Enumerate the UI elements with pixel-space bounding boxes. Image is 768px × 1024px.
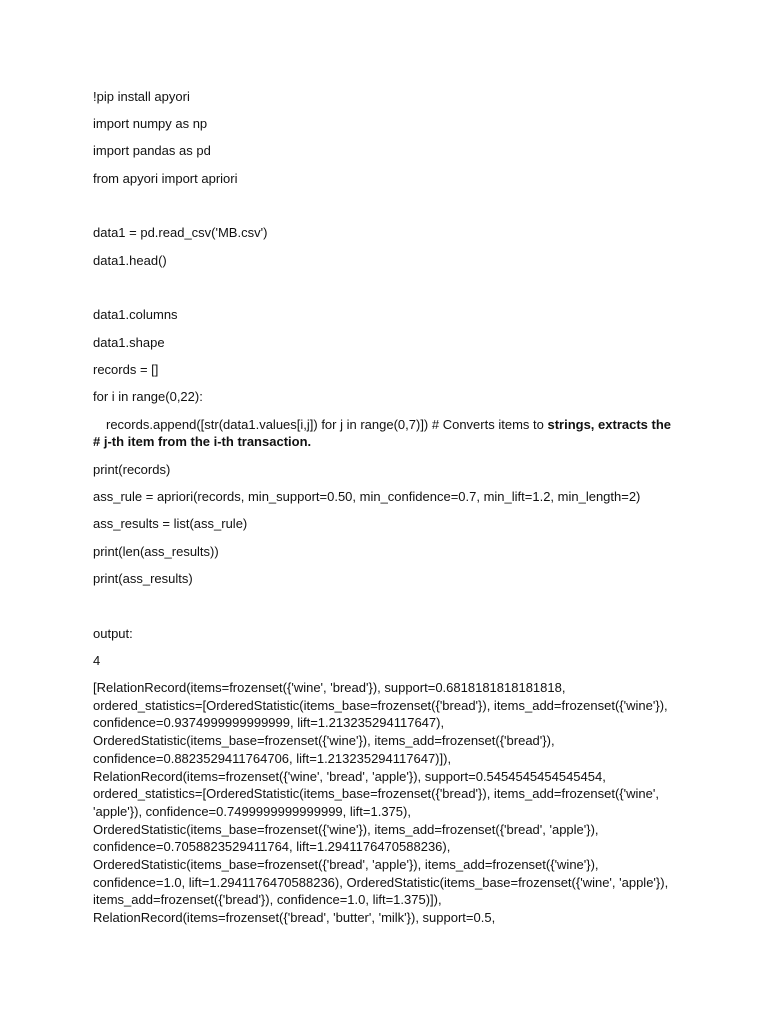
code-line-append xyxy=(106,416,671,433)
output-line: OrderedStatistic(items_base=frozenset({'wine'}), items_add=frozenset({'bread', 'apple'}), xyxy=(93,821,599,837)
code-line-import-apriori: from apyori import apriori xyxy=(93,171,238,186)
append-code-text: records.append([str(data1.values[i,j]) for j in range(0,7)]) # Converts items to xyxy=(106,417,548,432)
output-line: OrderedStatistic(items_base=frozenset({'wine'}), items_add=frozenset({'bread'}), xyxy=(93,733,555,749)
output-line: confidence=0.8823529411764706, lift=1.213235294117647)]), xyxy=(93,750,452,766)
code-line-for-loop: for i in range(0,22): xyxy=(93,389,203,404)
code-line-print-records: print(records) xyxy=(93,462,171,477)
output-line: ordered_statistics=[OrderedStatistic(items_base=frozenset({'bread'}), items_add=frozenset({'wine', xyxy=(93,786,659,802)
code-line-read-csv: data1 = pd.read_csv('MB.csv') xyxy=(93,225,268,240)
output-count: 4 xyxy=(93,653,101,668)
output-block xyxy=(93,679,693,927)
code-line-pip-install: !pip install apyori xyxy=(93,89,190,104)
output-line: 'apple'}), confidence=0.7499999999999999, lift=1.375), xyxy=(93,803,411,819)
output-line: confidence=0.7058823529411764, lift=1.2941176470588236), xyxy=(93,839,451,855)
comment-continuation-bold: # j-th item from the i-th transaction. xyxy=(93,434,312,449)
output-line: [RelationRecord(items=frozenset({'wine', 'bread'}), support=0.6818181818181818, xyxy=(93,680,566,695)
output-line: RelationRecord(items=frozenset({'wine', 'bread', 'apple'}), support=0.5454545454545454, xyxy=(93,768,606,784)
code-line-import-numpy: import numpy as np xyxy=(93,116,208,131)
code-line-columns: data1.columns xyxy=(93,307,178,322)
output-label: output: xyxy=(93,626,133,641)
code-line-print-results: print(ass_results) xyxy=(93,571,193,586)
output-line: RelationRecord(items=frozenset({'bread', 'butter', 'milk'}), support=0.5, xyxy=(93,910,496,926)
append-comment-bold: strings, extracts the xyxy=(547,417,672,432)
code-line-comment-continuation xyxy=(93,433,311,450)
output-line: confidence=0.9374999999999999, lift=1.213235294117647), xyxy=(93,715,445,731)
output-line: OrderedStatistic(items_base=frozenset({'bread', 'apple'}), items_add=frozenset({'wine'}), xyxy=(93,857,599,873)
code-line-head: data1.head() xyxy=(93,253,167,268)
code-line-import-pandas: import pandas as pd xyxy=(93,143,211,158)
output-line: ordered_statistics=[OrderedStatistic(items_base=frozenset({'bread'}), items_add=frozenset({'wine'}), xyxy=(93,697,668,713)
output-line: confidence=1.0, lift=1.2941176470588236), OrderedStatistic(items_base=frozenset({'wine', 'apple'}), xyxy=(93,874,669,890)
code-line-records-init: records = [] xyxy=(93,362,159,377)
code-line-shape: data1.shape xyxy=(93,335,165,350)
code-line-ass-results: ass_results = list(ass_rule) xyxy=(93,516,248,531)
output-line: items_add=frozenset({'bread'}), confidence=1.0, lift=1.375)]), xyxy=(93,892,442,908)
code-line-ass-rule: ass_rule = apriori(records, min_support=0.50, min_confidence=0.7, min_lift=1.2, min_length=2) xyxy=(93,489,641,504)
code-line-print-len: print(len(ass_results)) xyxy=(93,544,219,559)
